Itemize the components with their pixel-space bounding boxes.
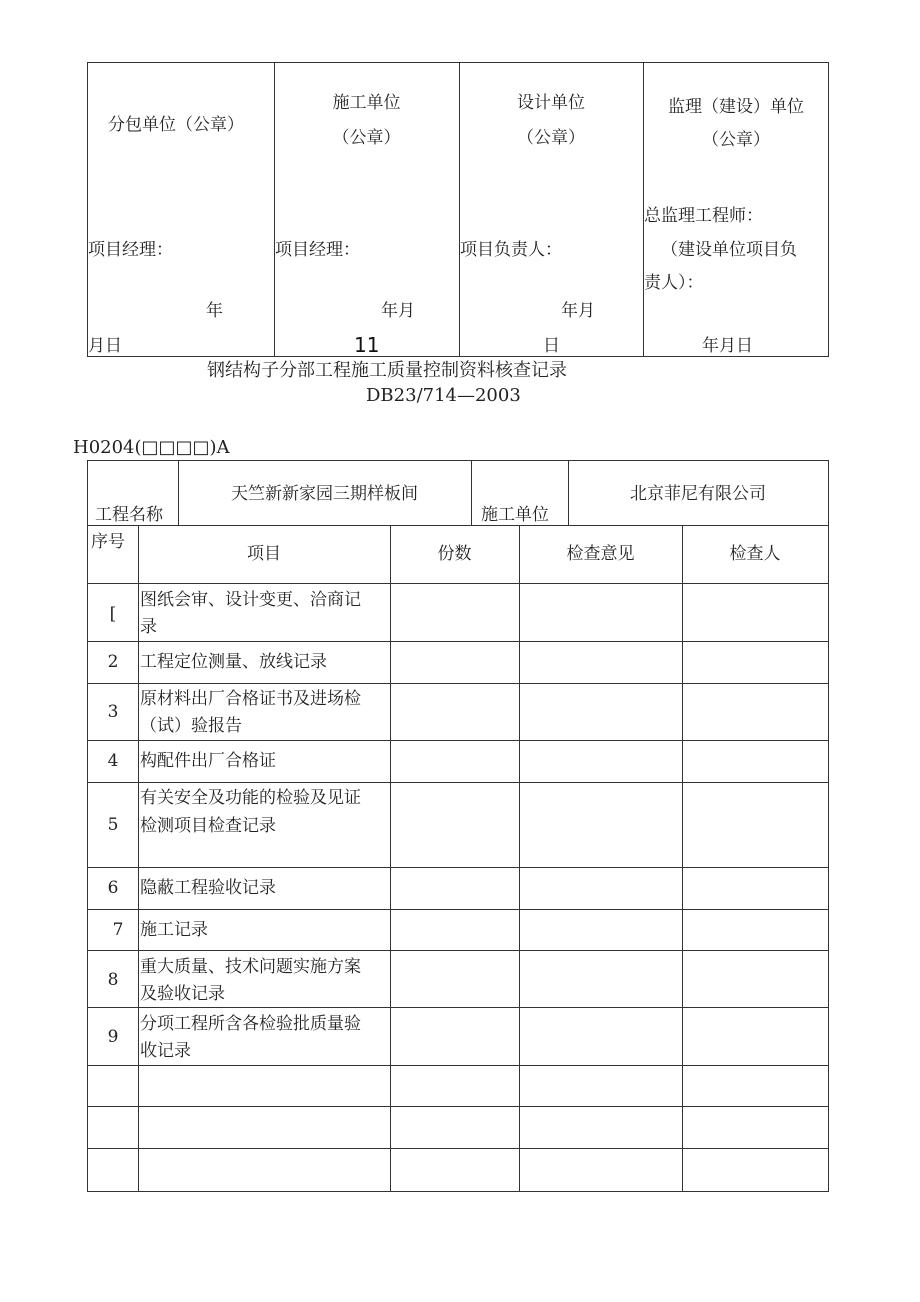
row-divider <box>88 782 828 783</box>
header-inspector: 检查人 <box>729 544 781 564</box>
header-no: 序号 <box>91 532 125 552</box>
control-records-table <box>87 460 829 1192</box>
chief-supervisor-label: 总监理工程师： <box>644 206 763 226</box>
form-standard: DB23/714—2003 <box>366 385 521 406</box>
contractor-label: 施工单位 <box>481 505 549 525</box>
construction-unit-label: 施工单位 <box>332 93 401 113</box>
design-date-day: 日 <box>543 336 560 356</box>
row-divider <box>88 641 828 642</box>
subcontractor-date-monthday: 月日 <box>88 336 122 356</box>
row-divider <box>88 950 828 951</box>
project-name-value: 天竺新新家园三期样板间 <box>231 484 418 504</box>
row-item: 构配件出厂合格证 <box>140 751 276 771</box>
project-name-label: 工程名称 <box>95 505 163 525</box>
row-item: 图纸会审、设计变更、洽商记 <box>140 590 361 610</box>
column-divider <box>390 525 391 1192</box>
row-divider <box>88 1007 828 1008</box>
row-item: 分项工程所含各检验批质量验 <box>140 1014 361 1034</box>
column-divider <box>471 461 472 525</box>
row-divider <box>88 1106 828 1107</box>
row-item: 施工记录 <box>140 920 208 940</box>
row-number: [ <box>109 604 117 624</box>
row-number: 5 <box>107 815 119 835</box>
row-divider <box>88 1065 828 1066</box>
row-divider <box>88 683 828 684</box>
header-copies: 份数 <box>437 544 472 564</box>
design-unit-label: 设计单位 <box>517 93 585 113</box>
row-item-cont: 收记录 <box>140 1041 191 1061</box>
row-item-cont: 及验收记录 <box>140 984 225 1004</box>
row-divider <box>88 909 828 910</box>
row-number: 3 <box>107 702 119 722</box>
form-code: H0204(□□□□)A <box>73 437 230 458</box>
row-number: 9 <box>107 1027 119 1047</box>
header-item: 项目 <box>247 544 281 564</box>
row-item: 有关安全及功能的检验及见证 <box>140 788 361 808</box>
construction-signer-label: 项目经理： <box>275 240 360 260</box>
row-number: 4 <box>107 751 119 771</box>
subcontractor-signer-label: 项目经理： <box>88 240 173 260</box>
signature-table <box>87 62 829 357</box>
supervision-date: 年月日 <box>702 336 753 356</box>
subcontractor-date-year: 年 <box>206 301 223 321</box>
column-divider <box>138 525 139 1192</box>
row-item: 工程定位测量、放线记录 <box>140 652 327 672</box>
row-item: 原材料出厂合格证书及进场检 <box>140 689 361 709</box>
column-divider <box>682 525 683 1192</box>
row-number: 8 <box>107 970 119 990</box>
row-item-cont: （试）验报告 <box>140 716 242 736</box>
header-opinion: 检查意见 <box>566 544 635 564</box>
row-item: 重大质量、技术问题实施方案 <box>140 957 361 977</box>
row-divider <box>88 867 828 868</box>
row-divider <box>88 740 828 741</box>
row-item: 隐蔽工程验收记录 <box>140 878 276 898</box>
contractor-value: 北京菲尼有限公司 <box>630 484 766 504</box>
owner-project-lead-label-cont: 责人）： <box>644 273 704 293</box>
row-number: 6 <box>107 878 119 898</box>
row-item-cont: 检测项目检查记录 <box>140 816 276 836</box>
form-title: 钢结构子分部工程施工质量控制资料核查记录 <box>207 360 567 381</box>
design-date: 年月 <box>561 301 595 321</box>
construction-unit-seal: （公章） <box>332 128 401 148</box>
construction-date: 年月 <box>381 301 415 321</box>
row-number: 2 <box>107 652 119 672</box>
subcontractor-unit-label: 分包单位（公章） <box>108 115 244 135</box>
row-divider <box>88 525 828 526</box>
design-signer-label: 项目负责人： <box>460 240 562 260</box>
supervision-unit-label: 监理（建设）单位 <box>668 97 804 117</box>
row-number: 7 <box>112 920 124 940</box>
owner-project-lead-label: （建设单位项目负 <box>661 240 797 260</box>
row-item-cont: 录 <box>140 617 157 637</box>
row-divider <box>88 583 828 584</box>
row-divider <box>88 1148 828 1149</box>
design-unit-seal: （公章） <box>517 128 585 148</box>
column-divider <box>519 525 520 1192</box>
supervision-unit-seal: （公章） <box>702 130 770 150</box>
page-number: 11 <box>354 333 380 357</box>
